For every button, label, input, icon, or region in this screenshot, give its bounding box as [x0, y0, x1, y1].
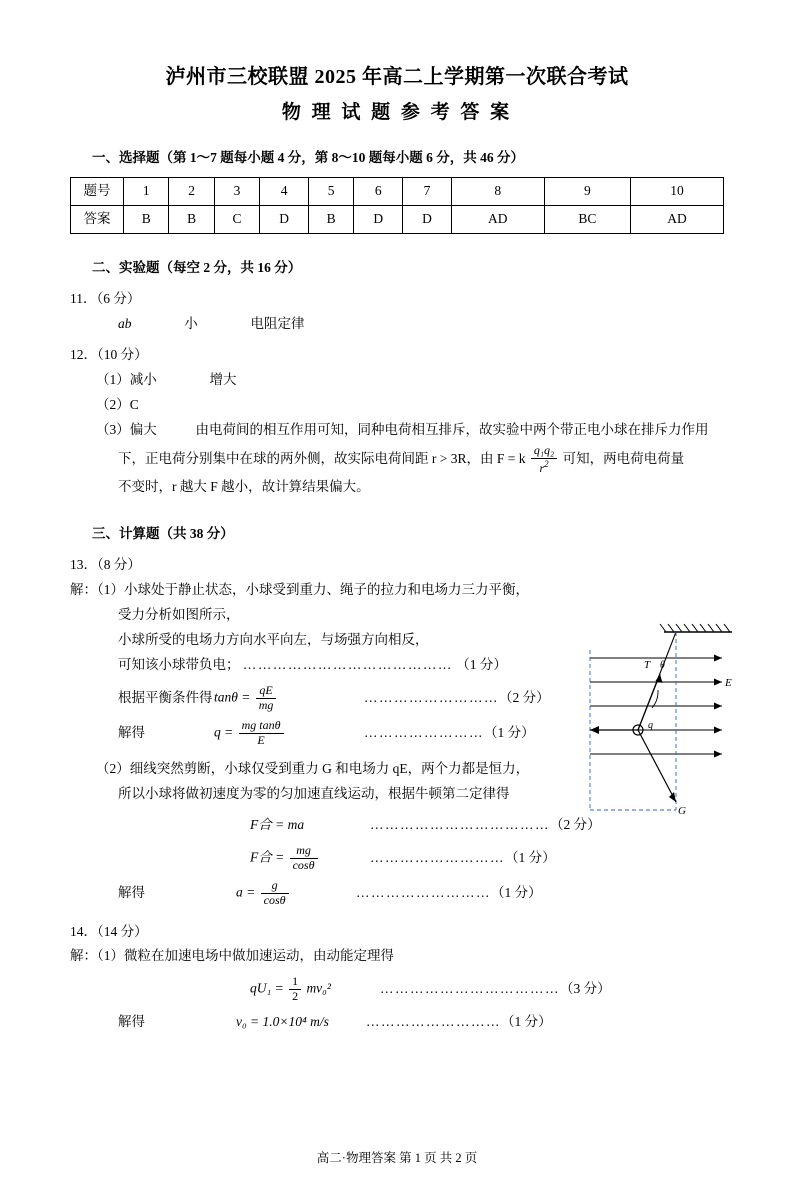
- q12-part3-line3: 不变时，r 越大 F 越小，故计算结果偏大。: [118, 479, 370, 495]
- table-row-numbers: [71, 177, 724, 205]
- question-11-answers: [70, 312, 724, 337]
- q13-eq1-den: mg: [258, 698, 274, 713]
- cell-answer-10: AD: [630, 205, 723, 233]
- q12-part3-answer: （3）偏大: [96, 421, 157, 437]
- q14-eq2-dots: ………………………: [366, 1014, 501, 1030]
- q13-eq4-score: （1 分）: [505, 850, 556, 866]
- q13-eq5: [236, 879, 356, 908]
- q14-lead: 解：: [70, 948, 97, 964]
- q14-eq1-num: 1: [289, 975, 301, 990]
- answer-table: [70, 177, 724, 234]
- q13-eq4-den: cosθ: [292, 858, 315, 873]
- q13-eq5-den: cosθ: [263, 892, 286, 907]
- question-14-number: 14．（14 分）: [70, 923, 148, 939]
- cell-number-6: 6: [354, 177, 403, 205]
- section-1-heading: 一、选择题（第 1～7 题每小题 4 分，第 8～10 题每小题 6 分，共 46 分）: [92, 150, 524, 165]
- question-13-number: 13．（8 分）: [70, 557, 141, 573]
- q14-eq1-post: mv₀²: [306, 980, 331, 996]
- cell-answer-9: BC: [544, 205, 630, 233]
- q13-eq2-dots: ……………………: [364, 724, 484, 740]
- q12-part3-reason-2b: 可知，两电荷电荷量: [562, 450, 685, 466]
- q13-eq3: F合 = ma: [250, 817, 305, 833]
- q14-eq1-den: 2: [292, 989, 299, 1004]
- answer-sheet-page: [0, 60, 794, 1194]
- cell-answer-1: B: [124, 205, 169, 233]
- q13-text-4: 可知该小球带负电；: [118, 657, 240, 673]
- q13-eq5-num: g: [261, 879, 289, 894]
- cell-number-3: 3: [214, 177, 259, 205]
- q13-lead: 解：: [70, 582, 97, 598]
- q13-dots-4: ……………………………………: [242, 657, 453, 673]
- q14-eq2-lead: 解得: [118, 1014, 145, 1030]
- cell-number-7: 7: [403, 177, 452, 205]
- q13-eq2-den: E: [257, 732, 265, 747]
- q13-eq4-pre: F合 =: [250, 849, 285, 865]
- q13-eq1-dots: ………………………: [364, 690, 499, 706]
- q13-eq5-fraction: [261, 879, 289, 908]
- section-3-heading: 三、计算题（共 38 分）: [92, 526, 234, 542]
- q13-eq2-fraction: [239, 719, 284, 748]
- cell-answer-4: D: [260, 205, 309, 233]
- coulomb-numerator: q₁q₂: [531, 444, 557, 459]
- q13-eq1-score: （2 分）: [499, 690, 550, 706]
- q11-answer-3: 电阻定律: [250, 315, 305, 331]
- q13-eq-row-5: [70, 879, 724, 908]
- page-title-line2: 物 理 试 题 参 考 答 案: [281, 102, 513, 123]
- q13-line-2: 受力分析如图所示，: [118, 607, 240, 623]
- q13-line-3: 小球所受的电场力方向水平向左，与场强方向相反，: [118, 632, 429, 648]
- q13-eq5-score: （1 分）: [491, 884, 542, 900]
- q13-eq1-num: qE: [256, 684, 277, 699]
- page-title-line1: 泸州市三校联盟 2025 年高二上学期第一次联合考试: [165, 66, 629, 88]
- q13-eq1: [214, 684, 364, 713]
- cell-answer-3: C: [214, 205, 259, 233]
- q12-part1-a: （1）减小: [96, 371, 157, 387]
- q13-eq2-pre: q =: [214, 724, 234, 740]
- q13-eq3-dots: ………………………………: [370, 817, 550, 833]
- q14-line-1: [70, 944, 724, 969]
- q12-part3-line1: [70, 418, 724, 443]
- cell-number-4: 4: [260, 177, 309, 205]
- q13-eq4-dots: ………………………: [370, 850, 505, 866]
- q12-part3-reason-2a: 下，正电荷分别集中在球的两外侧，故实际电荷间距 r > 3R，由 F = k: [118, 450, 526, 466]
- document-content: [70, 146, 724, 1035]
- q13-text-1: （1）小球处于静止状态，小球受到重力、绳子的拉力和电场力三力平衡，: [97, 582, 529, 598]
- q13-eq-row-4: [70, 844, 724, 873]
- cell-number-2: 2: [169, 177, 214, 205]
- q14-text-1: （1）微粒在加速电场中做加速运动，由动能定理得: [97, 948, 394, 964]
- q13-eq5-pre: a =: [236, 884, 256, 900]
- section-2-heading: 二、实验题（每空 2 分，共 16 分）: [92, 259, 302, 275]
- table-row-answers: [71, 205, 724, 233]
- row-label-number: 题号: [71, 177, 124, 205]
- cell-number-10: 10: [630, 177, 723, 205]
- q13-line-8: 所以小球将做初速度为零的匀加速直线运动，根据牛顿第二定律得: [118, 786, 510, 802]
- q14-eq1: [250, 975, 380, 1004]
- q13-eq2-score: （1 分）: [484, 724, 535, 740]
- cell-number-9: 9: [544, 177, 630, 205]
- q13-eq5-dots: ………………………: [356, 884, 491, 900]
- q13-eq4-fraction: [290, 844, 318, 873]
- figure-svg: [572, 620, 742, 835]
- figure-label-E: E: [725, 677, 732, 689]
- q13-eq5-lead: 解得: [118, 884, 145, 900]
- q12-part2: （2）C: [96, 396, 139, 412]
- page-footer: 高二·物理答案 第 1 页 共 2 页: [316, 1151, 478, 1165]
- cell-number-5: 5: [308, 177, 353, 205]
- question-12-number: 12．（10 分）: [70, 346, 148, 362]
- cell-answer-6: D: [354, 205, 403, 233]
- figure-label-T: T: [644, 659, 651, 671]
- q13-eq4: [250, 844, 370, 873]
- row-label-answer: 答案: [71, 205, 124, 233]
- q14-eq1-dots: ………………………………: [380, 981, 560, 997]
- q13-eq4-num: mg: [290, 844, 318, 859]
- cell-answer-2: B: [169, 205, 214, 233]
- q13-line-7: （2）细线突然剪断，小球仅受到重力 G 和电场力 qE，两个力都是恒力，: [96, 761, 530, 777]
- q13-eq2-lead: 解得: [118, 724, 145, 740]
- coulomb-denominator: $r^2$: [539, 458, 549, 475]
- q12-part3-line2: [70, 443, 724, 476]
- force-analysis-figure: [572, 620, 742, 835]
- question-11-number: 11．（6 分）: [70, 290, 141, 306]
- q14-eq2: v₀ = 1.0×10⁴ m/s: [236, 1014, 329, 1030]
- q13-eq1-lead: 根据平衡条件得: [118, 690, 213, 706]
- q13-eq3-score: （2 分）: [550, 817, 601, 833]
- q13-eq2: [214, 719, 364, 748]
- q14-eq1-pre: qU₁ =: [250, 980, 284, 996]
- q13-eq1-fraction: [256, 684, 277, 713]
- cell-answer-7: D: [403, 205, 452, 233]
- q14-eq1-fraction: [289, 975, 301, 1004]
- q14-eq2-score: （1 分）: [501, 1014, 552, 1030]
- q13-line-1: [70, 578, 724, 603]
- q12-part3-reason-1: 由电荷间的相互作用可知，同种电荷相互排斥，故实验中两个带正电小球在排斥力作用: [195, 421, 709, 437]
- q13-eq1-pre: tanθ =: [214, 689, 251, 705]
- q12-part1: [70, 368, 724, 393]
- q11-answer-2: 小: [184, 315, 198, 331]
- figure-label-q: q: [648, 720, 653, 731]
- cell-number-8: 8: [451, 177, 544, 205]
- cell-number-1: 1: [124, 177, 169, 205]
- q14-eq-row-1: [70, 975, 724, 1004]
- cell-answer-8: AD: [451, 205, 544, 233]
- q14-eq1-score: （3 分）: [560, 981, 611, 997]
- cell-answer-5: B: [308, 205, 353, 233]
- q13-score-4: （1 分）: [456, 657, 507, 673]
- figure-label-theta: θ: [660, 660, 665, 671]
- coulomb-fraction: [531, 444, 557, 476]
- q11-answer-1: ab: [118, 315, 132, 331]
- q13-eq2-num: mg tanθ: [239, 719, 284, 734]
- figure-label-G: G: [678, 805, 686, 817]
- q12-part1-b: 增大: [209, 371, 237, 387]
- q14-eq-row-2: [70, 1010, 724, 1035]
